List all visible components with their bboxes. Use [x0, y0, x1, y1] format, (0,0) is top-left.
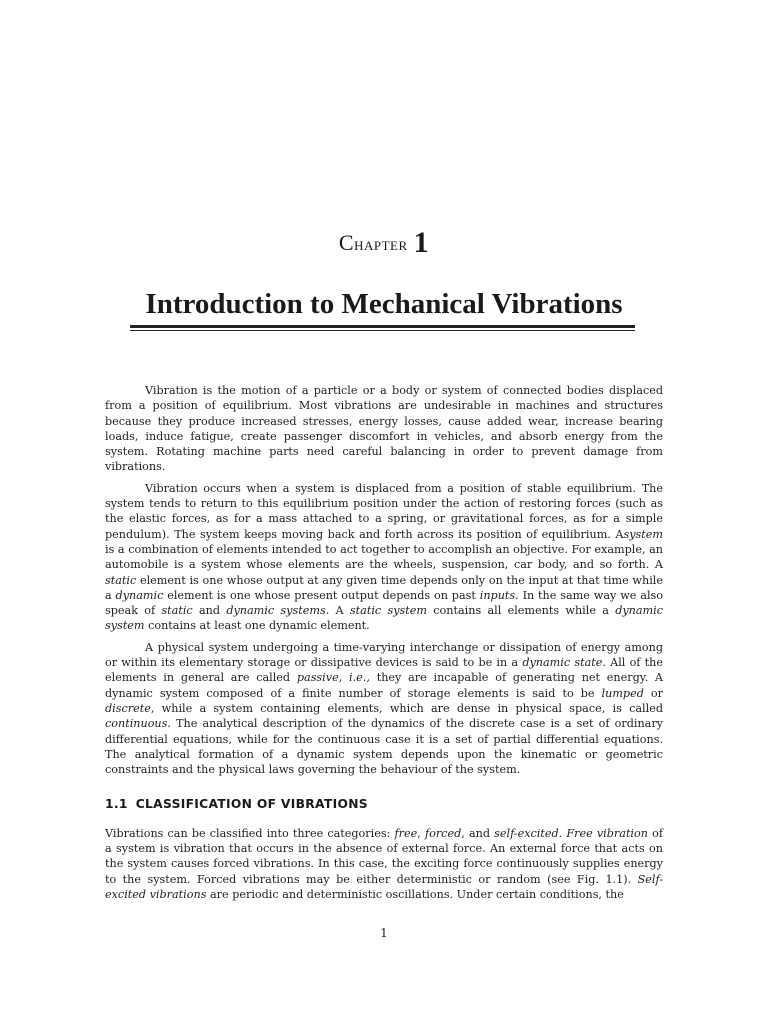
italic-term: system	[623, 527, 663, 541]
italic-term: lumped	[601, 686, 644, 700]
italic-term: static	[105, 573, 137, 587]
italic-term: Free vibration	[566, 826, 648, 840]
italic-term: dynamic	[115, 588, 164, 602]
section-heading	[105, 797, 663, 812]
italic-term: dynamic state	[522, 656, 603, 670]
chapter-number: 1	[413, 226, 430, 259]
italic-term: static system	[349, 604, 427, 618]
section-paragraph: Vibrations can be classified into three categories: free, forced, and self-excited. Free vibration of a system is vibration that occurs in the absence of external force. An external force that acts on the system causes forced vibrations. In this case, the exciting force continuously supplies energy to the system. Forced vibrations may be either deterministic or random (see Fig. 1.1). Self-excited vibrations are periodic and deterministic oscillations. Under certain conditions, the	[105, 826, 663, 901]
italic-term: static	[161, 604, 193, 618]
body-text	[105, 383, 663, 908]
paragraph: A physical system undergoing a time-varying interchange or dissipation of energy among or within its elementary storage or dissipative devices is said to be in a dynamic state. All of the elements in general are called passive, i.e., they are incapable of generating net energy. A dynamic system composed of a finite number of storage elements is said to be lumped or discrete, while a system containing elements, which are dense in physical space, is called continuous. The analytical description of the dynamics of the discrete case is a set of ordinary differential equations, while for the continuous case it is a set of partial differential equations. The analytical formation of a dynamic system depends upon the kinematic or geometric constraints and the physical laws governing the behaviour of the system.	[105, 640, 663, 777]
italic-term: passive	[296, 671, 339, 685]
chapter-label	[0, 226, 768, 260]
paragraph: Vibration is the motion of a particle or a body or system of connected bodies displaced from a position of equilibrium. Most vibrations are undesirable in machines and structures because they produce increased stresses, energy losses, cause added wear, increase bearing loads, induce fatigue, create passenger discomfort in vehicles, and absorb energy from the system. Rotating machine parts need careful balancing in order to prevent damage from vibrations.	[105, 384, 663, 474]
italic-term: continuous	[105, 717, 168, 731]
italic-term: self-excited	[494, 826, 559, 840]
italic-term: Self-excited vibrations	[105, 872, 663, 901]
italic-term: inputs	[479, 588, 516, 602]
italic-term: discrete	[105, 701, 151, 715]
chapter-label-text: hapter	[354, 234, 408, 255]
chapter-label-initial: C	[338, 230, 355, 255]
italic-term: i.e.,	[349, 671, 370, 685]
chapter-title: Introduction to Mechanical Vibrations	[145, 288, 623, 320]
italic-term: forced	[424, 826, 462, 840]
page-number: 1	[380, 926, 388, 940]
italic-term: free	[394, 826, 418, 840]
title-rule-thick	[130, 325, 635, 328]
section-number: 1.1	[105, 797, 128, 812]
section-title: CLASSIFICATION OF VIBRATIONS	[135, 797, 368, 812]
paragraph: Vibration occurs when a system is displaced from a position of stable equilibrium. The system tends to return to this equilibrium position under the action of restoring forces (such as the elastic forces, as for a mass attached to a spring, or gravitational forces, as for a simple pendulum). The system keeps moving back and forth across its position of equilibrium. Asystem is a combination of elements intended to act together to accomplish an objective. For example, an automobile is a system whose elements are the wheels, suspension, car body, and so forth. A static element is one whose output at any given time depends only on the input at that time while a dynamic element is one whose present output depends on past inputs. In the same way we also speak of static and dynamic systems. A static system contains all elements while a dynamic system contains at least one dynamic element.	[105, 481, 664, 633]
italic-term: dynamic systems	[226, 604, 326, 618]
title-rule-thin	[130, 330, 635, 331]
italic-term: dynamic system	[105, 604, 664, 633]
